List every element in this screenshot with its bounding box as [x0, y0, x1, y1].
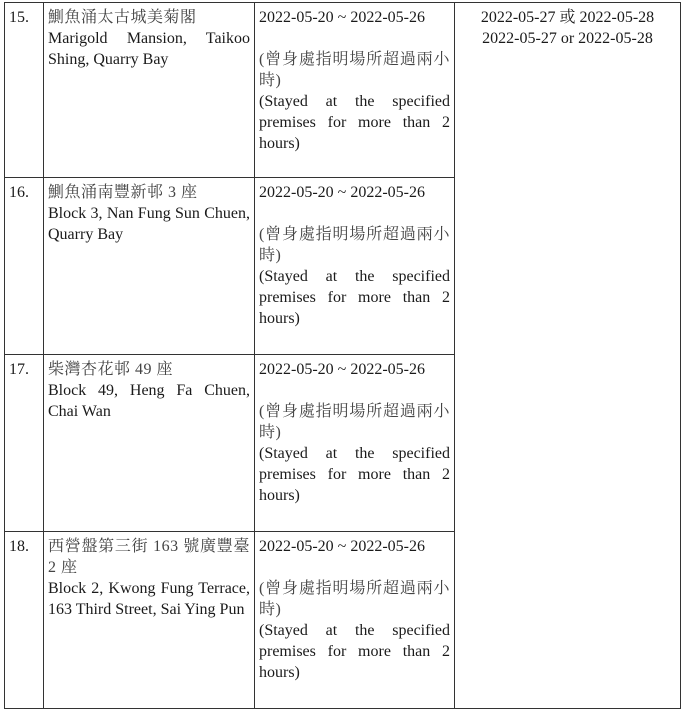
- location-en: Block 2, Kwong Fung Terrace, 163 Third Street, Sai Ying Pun: [48, 580, 250, 618]
- date-range: 2022-05-20 ~ 2022-05-26: [259, 184, 425, 201]
- date-cell: [255, 532, 455, 709]
- stay-note-zh: (曾身處指明場所超過兩小時): [259, 226, 450, 264]
- date-range: 2022-05-20 ~ 2022-05-26: [259, 361, 425, 378]
- location-en: Marigold Mansion, Taikoo Shing, Quarry Bay: [48, 30, 250, 68]
- date-range: 2022-05-20 ~ 2022-05-26: [259, 9, 425, 26]
- premises-table: [4, 2, 681, 709]
- stay-note-en: (Stayed at the specified premises for more than 2 hours): [259, 445, 450, 504]
- location-cell: [44, 355, 255, 532]
- stay-note-en: (Stayed at the specified premises for more than 2 hours): [259, 622, 450, 681]
- row-number: 17.: [5, 355, 44, 532]
- table-row: [5, 3, 681, 178]
- location-zh: 西營盤第三街 163 號廣豐臺 2 座: [48, 538, 250, 576]
- location-zh: 鰂魚涌南豐新邨 3 座: [48, 184, 198, 201]
- location-cell: [44, 532, 255, 709]
- stay-note-en: (Stayed at the specified premises for more than 2 hours): [259, 93, 450, 152]
- stay-note-zh: (曾身處指明場所超過兩小時): [259, 51, 450, 89]
- stay-note-zh: (曾身處指明場所超過兩小時): [259, 403, 450, 441]
- date-range: 2022-05-20 ~ 2022-05-26: [259, 538, 425, 555]
- location-en: Block 3, Nan Fung Sun Chuen, Quarry Bay: [48, 205, 250, 243]
- test-dates-en: 2022-05-27 or 2022-05-28: [482, 30, 653, 47]
- stay-note-zh: (曾身處指明場所超過兩小時): [259, 580, 450, 618]
- stay-note-en: (Stayed at the specified premises for more than 2 hours): [259, 268, 450, 327]
- location-cell: [44, 3, 255, 178]
- test-dates-cell: [455, 3, 681, 709]
- location-cell: [44, 178, 255, 355]
- date-cell: [255, 355, 455, 532]
- location-en: Block 49, Heng Fa Chuen, Chai Wan: [48, 382, 250, 420]
- row-number: 18.: [5, 532, 44, 709]
- location-zh: 柴灣杏花邨 49 座: [48, 361, 174, 378]
- date-cell: [255, 3, 455, 178]
- row-number: 16.: [5, 178, 44, 355]
- row-number: 15.: [5, 3, 44, 178]
- location-zh: 鰂魚涌太古城美菊閣: [48, 9, 197, 26]
- date-cell: [255, 178, 455, 355]
- test-dates-zh: 2022-05-27 或 2022-05-28: [480, 9, 655, 26]
